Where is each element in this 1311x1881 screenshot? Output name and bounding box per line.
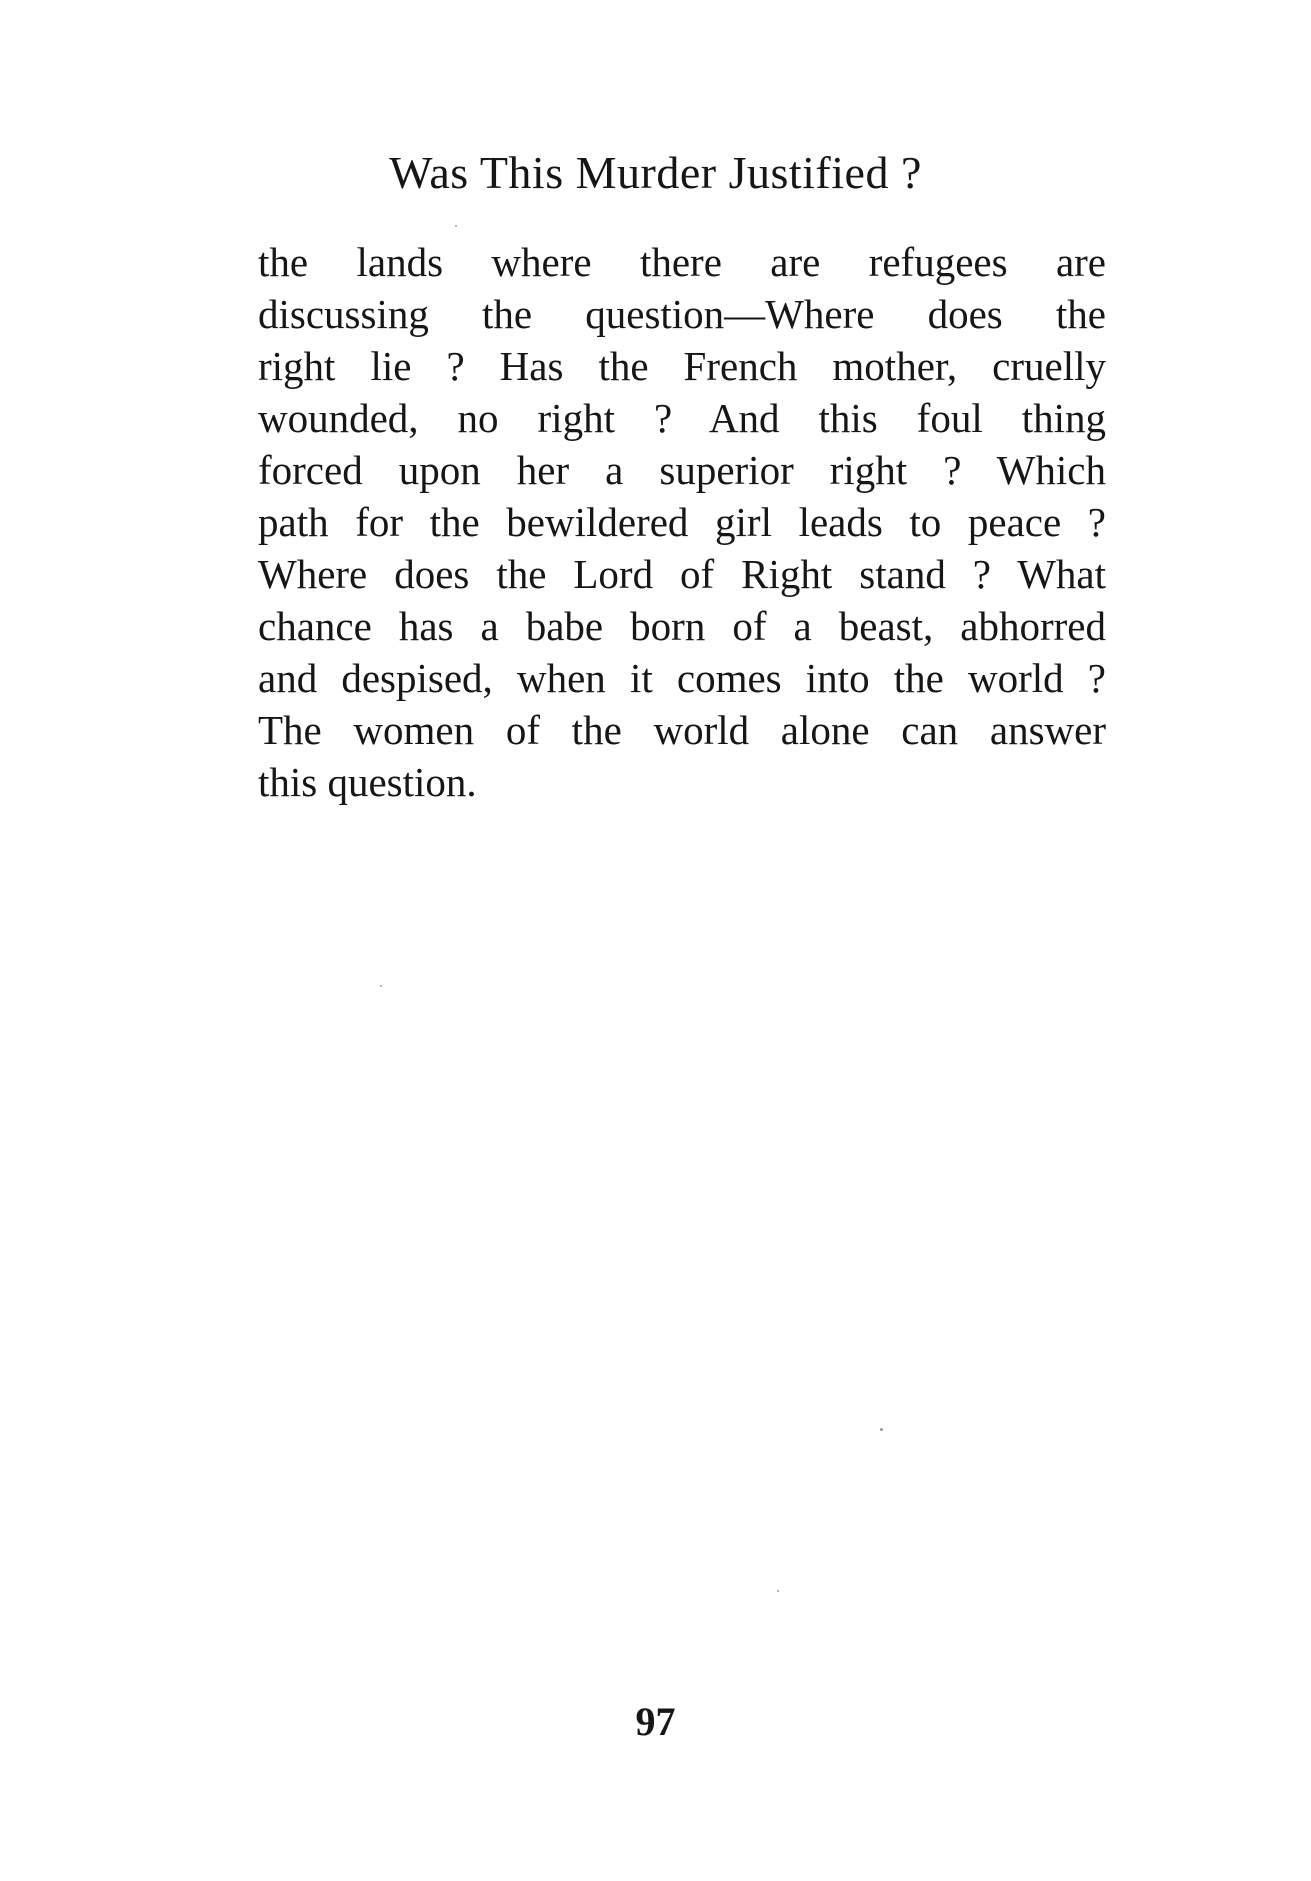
paper-speck <box>880 1428 883 1431</box>
running-head: Was This Murder Justified ? <box>389 147 922 198</box>
text-line: Where does the Lord of Right stand ? What <box>258 551 1106 597</box>
text-line: forced upon her a superior right ? Which <box>258 447 1106 493</box>
paper-speck <box>777 1590 779 1592</box>
text-line: right lie ? Has the French mother, cruelly <box>258 343 1106 389</box>
text-line: wounded, no right ? And this foul thing <box>258 395 1106 441</box>
text-line: discussing the question—Where does the <box>258 291 1106 337</box>
text-line: chance has a babe born of a beast, abhorred <box>258 603 1106 649</box>
page-number: 97 <box>635 1699 676 1744</box>
text-line: The women of the world alone can answer <box>258 707 1106 753</box>
text-line: the lands where there are refugees are <box>258 239 1106 285</box>
body-paragraph <box>258 236 1106 808</box>
text-line: path for the bewildered girl leads to peace ? <box>258 499 1106 545</box>
text-line: this question. <box>258 759 477 805</box>
paper-speck <box>455 225 457 227</box>
text-line: and despised, when it comes into the world ? <box>258 655 1106 701</box>
paper-speck <box>380 985 382 987</box>
